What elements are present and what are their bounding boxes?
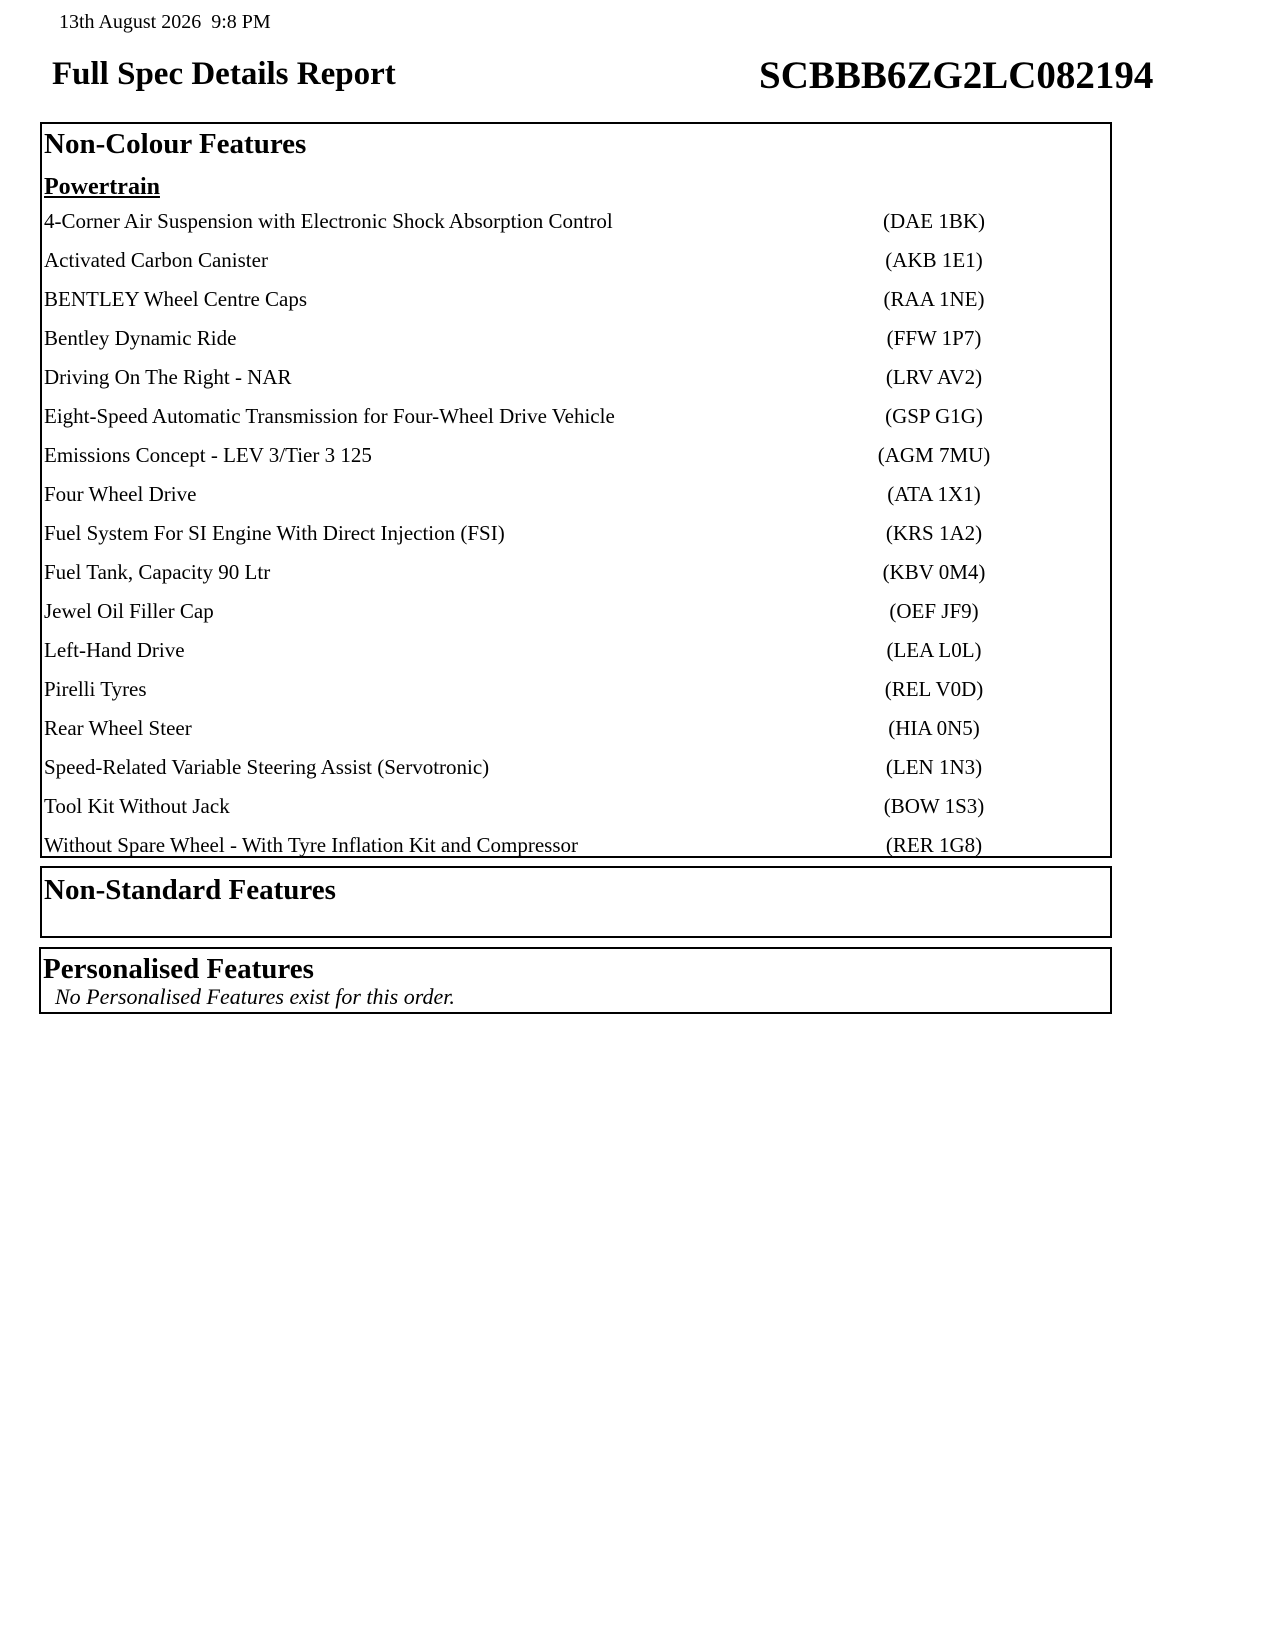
- feature-code: (AGM 7MU): [877, 443, 991, 467]
- feature-row: [44, 281, 1110, 320]
- feature-name: Rear Wheel Steer: [44, 716, 192, 740]
- feature-code: (RER 1G8): [885, 833, 983, 857]
- feature-row: [44, 671, 1110, 710]
- section-title-non-standard: Non-Standard Features: [44, 874, 336, 906]
- feature-code: (LEA L0L): [886, 638, 982, 662]
- feature-code: (GSP G1G): [885, 404, 983, 428]
- feature-code: (RAA 1NE): [883, 287, 985, 311]
- feature-code: (LEN 1N3): [885, 755, 983, 779]
- feature-name: 4-Corner Air Suspension with Electronic Shock Absorption Control: [44, 209, 613, 233]
- feature-row: [44, 203, 1110, 242]
- feature-name: Tool Kit Without Jack: [44, 794, 230, 818]
- feature-name: BENTLEY Wheel Centre Caps: [44, 287, 308, 311]
- feature-name: Driving On The Right - NAR: [44, 365, 292, 389]
- group-title-powertrain: Powertrain: [44, 174, 160, 200]
- feature-row: [44, 476, 1110, 515]
- feature-name: Bentley Dynamic Ride: [44, 326, 237, 350]
- feature-code: (OEF JF9): [889, 599, 979, 623]
- feature-code: (FFW 1P7): [886, 326, 982, 350]
- feature-name: Jewel Oil Filler Cap: [44, 599, 214, 623]
- non-standard-features-section: [40, 866, 1112, 938]
- feature-code: (LRV AV2): [885, 365, 983, 389]
- report-timestamp: 13th August 2026 9:8 PM: [59, 11, 271, 33]
- feature-code: (AKB 1E1): [885, 248, 983, 272]
- feature-list: [44, 203, 1110, 866]
- feature-name: Pirelli Tyres: [44, 677, 147, 701]
- feature-row: [44, 242, 1110, 281]
- feature-row: [44, 632, 1110, 671]
- feature-row: [44, 788, 1110, 827]
- feature-code: (ATA 1X1): [887, 482, 981, 506]
- personalised-empty-note: No Personalised Features exist for this order.: [55, 984, 455, 1009]
- feature-row: [44, 554, 1110, 593]
- vehicle-vin: SCBBB6ZG2LC082194: [759, 54, 1154, 97]
- feature-row: [44, 827, 1110, 866]
- feature-code: (HIA 0N5): [888, 716, 980, 740]
- feature-name: Eight-Speed Automatic Transmission for Four-Wheel Drive Vehicle: [44, 404, 615, 428]
- feature-name: Fuel Tank, Capacity 90 Ltr: [44, 560, 271, 584]
- feature-code: (REL V0D): [884, 677, 984, 701]
- feature-name: Emissions Concept - LEV 3/Tier 3 125: [44, 443, 372, 467]
- section-title-non-colour: Non-Colour Features: [44, 128, 307, 160]
- feature-row: [44, 398, 1110, 437]
- feature-code: (BOW 1S3): [883, 794, 985, 818]
- feature-name: Four Wheel Drive: [44, 482, 197, 506]
- feature-row: [44, 593, 1110, 632]
- feature-name: Speed-Related Variable Steering Assist (Servotronic): [44, 755, 490, 779]
- feature-name: Activated Carbon Canister: [44, 248, 268, 272]
- feature-row: [44, 437, 1110, 476]
- personalised-features-section: [39, 947, 1112, 1014]
- feature-row: [44, 515, 1110, 554]
- non-colour-features-section: [40, 122, 1112, 858]
- report-title: Full Spec Details Report: [52, 56, 396, 92]
- feature-row: [44, 749, 1110, 788]
- feature-row: [44, 320, 1110, 359]
- feature-name: Left-Hand Drive: [44, 638, 185, 662]
- section-title-personalised: Personalised Features: [43, 953, 314, 985]
- feature-code: (KRS 1A2): [885, 521, 983, 545]
- feature-name: Without Spare Wheel - With Tyre Inflation Kit and Compressor: [44, 833, 578, 857]
- feature-code: (DAE 1BK): [882, 209, 986, 233]
- feature-name: Fuel System For SI Engine With Direct Injection (FSI): [44, 521, 505, 545]
- feature-code: (KBV 0M4): [882, 560, 986, 584]
- feature-row: [44, 359, 1110, 398]
- feature-row: [44, 710, 1110, 749]
